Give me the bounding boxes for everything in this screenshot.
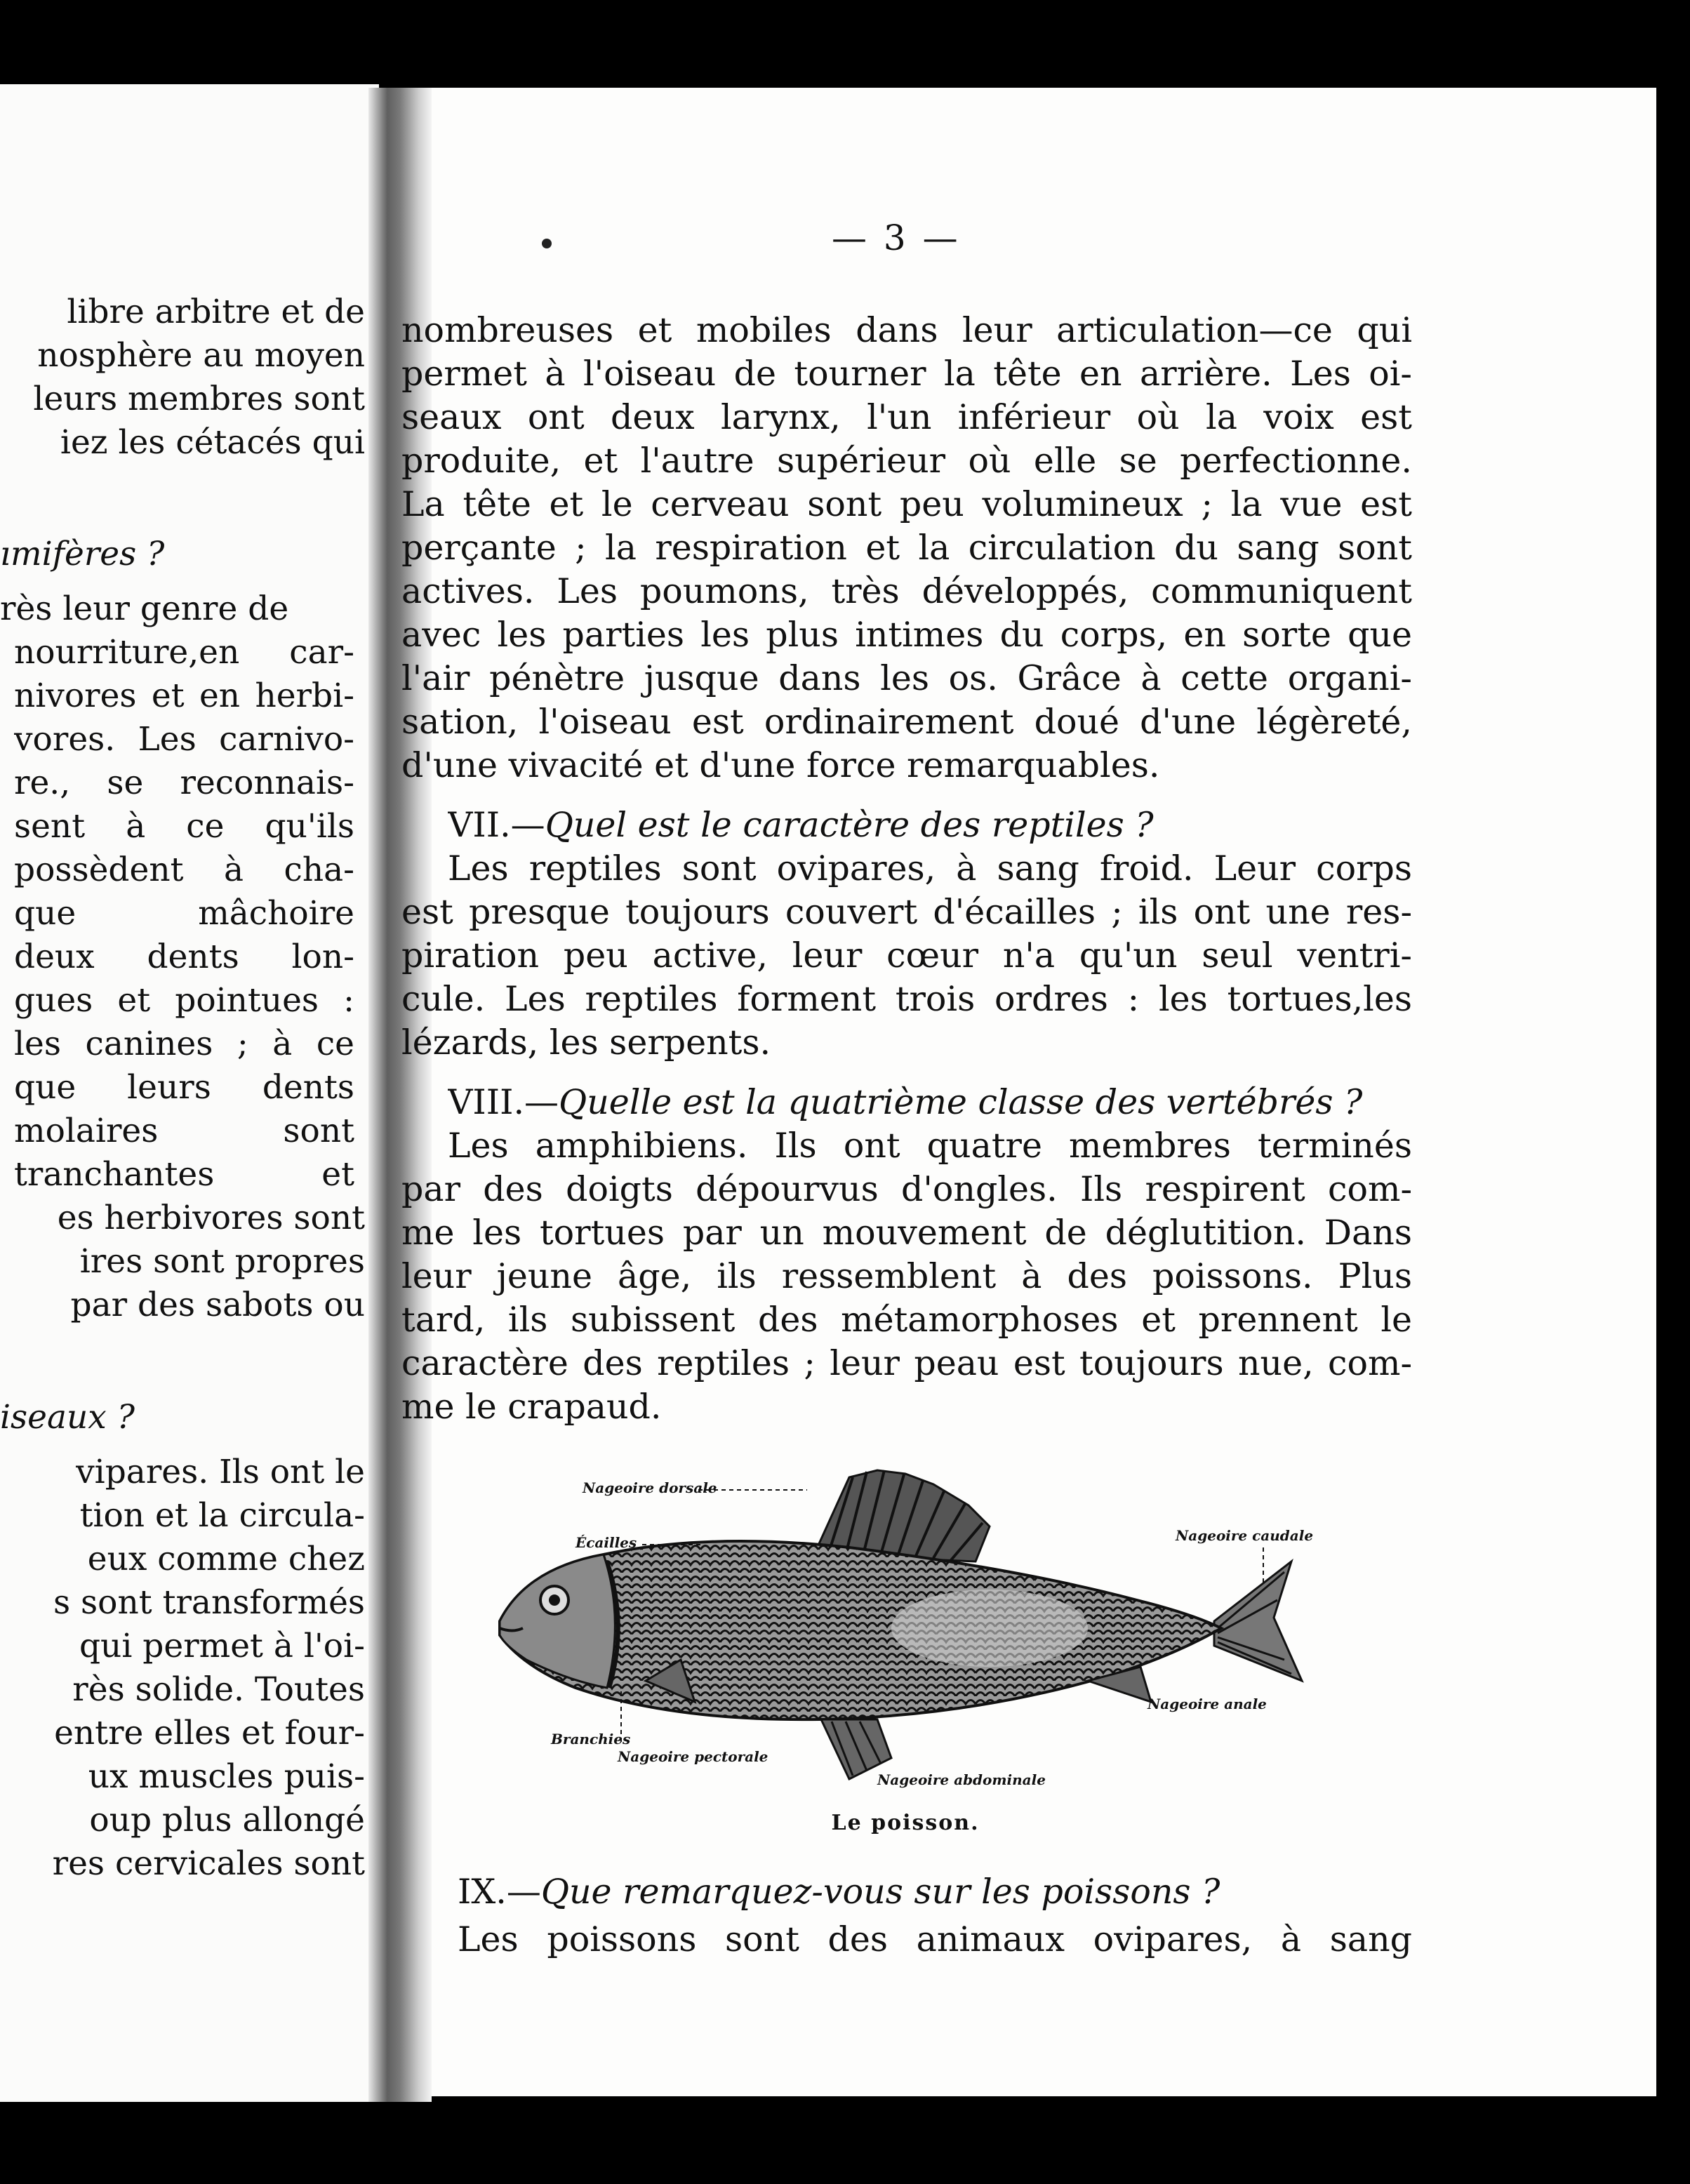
- left-line: les canines ; à ce: [14, 1025, 354, 1063]
- label-abdominal: Nageoire abdominale: [877, 1771, 1046, 1788]
- text-line: avec les parties les plus intimes du corps, en sorte que: [401, 615, 1412, 655]
- label-scales: Écailles: [575, 1534, 637, 1551]
- text-line: Les amphibiens. Ils ont quatre membres terminés: [448, 1126, 1412, 1166]
- label-pectoral: Nageoire pectorale: [618, 1748, 769, 1765]
- text-line: perçante ; la respiration et la circulation du sang sont: [401, 528, 1412, 568]
- left-line: libre arbitre et de: [67, 293, 365, 331]
- text-line: caractère des reptiles ; leur peau est toujours nue, com-: [401, 1343, 1412, 1383]
- left-line: nourriture,en car-: [14, 633, 354, 672]
- print-dot: [542, 239, 552, 248]
- label-dorsal: Nageoire dorsale: [583, 1479, 717, 1496]
- question-heading: [458, 1870, 1412, 1914]
- left-line: res cervicales sont: [52, 1844, 365, 1883]
- left-line: leurs membres sont: [33, 380, 365, 418]
- left-page: [0, 84, 379, 2102]
- left-line: gues et pointues :: [14, 981, 354, 1020]
- text-line: l'air pénètre jusque dans les os. Grâce à cette organi-: [401, 658, 1412, 698]
- left-line: tranchantes et: [14, 1155, 354, 1194]
- text-line: Les poissons sont des animaux ovipares, à sang: [458, 1919, 1412, 1959]
- left-line: nosphère au moyen: [37, 336, 365, 375]
- left-line: es herbivores sont: [57, 1199, 365, 1237]
- label-caudal: Nageoire caudale: [1176, 1527, 1314, 1544]
- text-line: La tête et le cerveau sont peu volumineux ; la vue est: [401, 484, 1412, 524]
- question-text: Que remarquez-vous sur les poissons ?: [540, 1872, 1220, 1912]
- text-line: tard, ils subissent des métamorphoses et prennent le: [401, 1300, 1412, 1340]
- left-line: ux muscles puis-: [88, 1757, 365, 1796]
- left-line: vipares. Ils ont le: [76, 1453, 365, 1491]
- left-line: rès leur genre de: [0, 590, 289, 628]
- left-line: que leurs dents: [14, 1068, 354, 1107]
- left-line: eux comme chez: [87, 1540, 365, 1578]
- left-line: tion et la circula-: [79, 1496, 365, 1535]
- question-heading: [448, 804, 1412, 847]
- text-line: seaux ont deux larynx, l'un inférieur où la voix est: [401, 397, 1412, 437]
- left-question: ımifères ?: [0, 535, 165, 573]
- left-line: re., se reconnais-: [14, 764, 354, 802]
- text-line: piration peu active, leur cœur n'a qu'un seul ventri-: [401, 935, 1412, 976]
- question-text: Quelle est la quatrième classe des vertébrés ?: [559, 1082, 1363, 1122]
- text-line: Les reptiles sont ovipares, à sang froid. Leur corps: [448, 848, 1412, 888]
- question-heading: [448, 1081, 1412, 1124]
- text-line: est presque toujours couvert d'écailles ; ils ont une res-: [401, 892, 1412, 932]
- left-line: rès solide. Toutes: [72, 1670, 365, 1709]
- question-text: Quel est le caractère des reptiles ?: [545, 805, 1154, 845]
- caudal-fin: [1214, 1562, 1302, 1681]
- text-line: me le crapaud.: [401, 1387, 662, 1427]
- text-line: me les tortues par un mouvement de déglutition. Dans: [401, 1213, 1412, 1253]
- fish-head: [500, 1554, 615, 1688]
- left-line: ires sont propres: [79, 1242, 365, 1281]
- text-line: actives. Les poumons, très développés, communiquent: [401, 571, 1412, 611]
- left-line: nivores et en herbi-: [14, 677, 354, 715]
- text-line: permet à l'oiseau de tourner la tête en arrière. Les oi-: [401, 354, 1412, 394]
- left-line: vores. Les carnivo-: [14, 720, 354, 759]
- left-line: s sont transformés: [53, 1583, 365, 1622]
- left-line: sent à ce qu'ils: [14, 807, 354, 846]
- text-line: sation, l'oiseau est ordinairement doué d'une légèreté,: [401, 702, 1412, 742]
- figure-caption: Le poisson.: [831, 1811, 980, 1835]
- fish-illustration: [484, 1449, 1362, 1807]
- text-line: par des doigts dépourvus d'ongles. Ils respirent com-: [401, 1169, 1412, 1209]
- question-number: VII.—: [448, 805, 545, 845]
- left-line: oup plus allongé: [89, 1801, 365, 1839]
- left-line: molaires sont: [14, 1112, 354, 1150]
- left-line: iez les cétacés qui: [60, 423, 365, 462]
- question-number: VIII.—: [448, 1082, 559, 1122]
- text-line: lézards, les serpents.: [401, 1023, 771, 1063]
- left-line: entre elles et four-: [54, 1714, 365, 1752]
- text-line: nombreuses et mobiles dans leur articulation—ce qui: [401, 310, 1412, 350]
- left-line: par des sabots ou: [70, 1286, 365, 1324]
- left-line: possèdent à cha-: [14, 851, 354, 889]
- question-number: IX.—: [458, 1872, 541, 1912]
- text-line: produite, et l'autre supérieur où elle se perfectionne.: [401, 441, 1412, 481]
- text-line: cule. Les reptiles forment trois ordres : les tortues,les: [401, 979, 1412, 1019]
- left-line: que mâchoire: [14, 894, 354, 933]
- abdominal-fin: [821, 1719, 891, 1779]
- left-line: qui permet à l'oi-: [79, 1627, 365, 1665]
- left-line: deux dents lon-: [14, 938, 354, 976]
- text-line: leur jeune âge, ils ressemblent à des poissons. Plus: [401, 1256, 1412, 1296]
- label-gills: Branchies: [551, 1731, 631, 1747]
- text-line: d'une vivacité et d'une force remarquables.: [401, 745, 1160, 785]
- label-anal: Nageoire anale: [1147, 1696, 1267, 1712]
- page-number: — 3 —: [832, 218, 961, 258]
- left-question: iseaux ?: [0, 1398, 135, 1437]
